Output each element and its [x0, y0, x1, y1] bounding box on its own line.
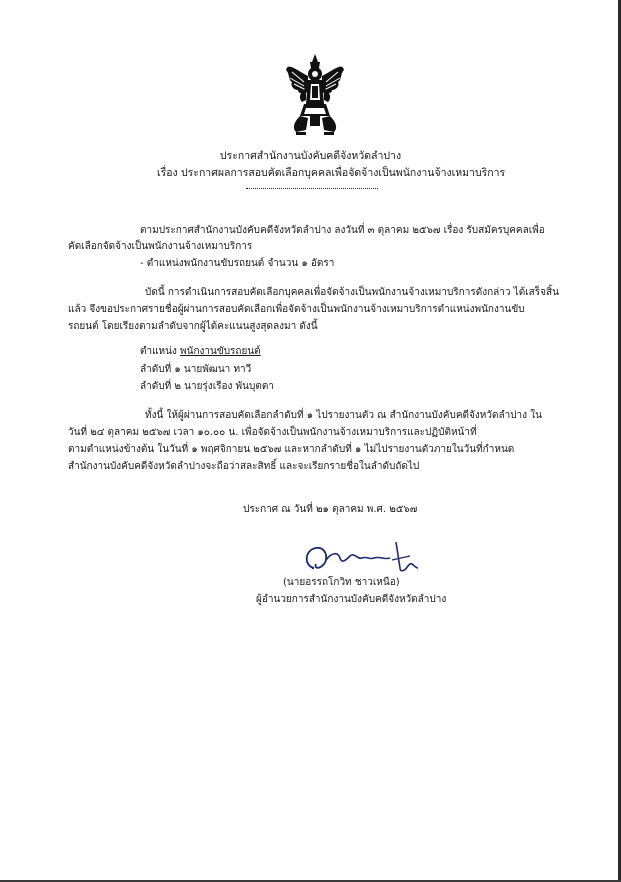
position-name: พนักงานขับรถยนต์ — [180, 346, 261, 357]
document-title: ประกาศสำนักงานบังคับคดีจังหวัดลำปาง — [219, 150, 402, 162]
paragraph-1-line-2: คัดเลือกจัดจ้างเป็นพนักงานจ้างเหมาบริการ — [68, 241, 253, 252]
paragraph-2-line-1: บัดนี้ การดำเนินการสอบคัดเลือกบุคคลเพื่อจัดจ้างเป็นพนักงานจ้างเหมาบริการดังกล่าว ได้เสร็จสิ้น — [145, 287, 559, 298]
paragraph-2-line-3: รถยนต์ โดยเรียงตามลำดับจากผู้ได้คะแนนสูงสุดลงมา ดังนี้ — [68, 321, 318, 332]
position-heading — [140, 345, 261, 358]
document-subject: เรื่อง ประกาศผลการสอบคัดเลือกบุคคลเพื่อจัดจ้างเป็นพนักงานจ้างเหมาบริการ — [157, 167, 506, 179]
paragraph-2-line-2: แล้ว จึงขอประกาศรายชื่อผู้ผ่านการสอบคัดเลือกเพื่อจัดจ้างเป็นพนักงานจ้างเหมาบริการตำแหน่งพนักงานขับ — [68, 304, 525, 315]
paragraph-1-line-3: - ตำแหน่งพนักงานขับรถยนต์ จำนวน ๑ อัตรา — [140, 258, 335, 269]
announcement-date: ประกาศ ณ วันที่ ๒๑ ตุลาคม พ.ศ. ๒๕๖๗ — [243, 504, 418, 515]
dotted-divider — [246, 188, 378, 189]
candidate-2: ลำดับที่ ๒ นายรุ่งเรือง พันบุตตา — [140, 381, 274, 392]
garuda-emblem-icon — [282, 52, 348, 136]
signer-name: (นายอรรถโกวิท ชาวเหนือ) — [283, 577, 400, 588]
position-prefix: ตำแหน่ง — [140, 346, 181, 357]
paragraph-3-line-2: วันที่ ๒๔ ตุลาคม ๒๕๖๗ เวลา ๑๐.๐๐ น. เพื่อจัดจ้างเป็นพนักงานจ้างเหมาบริการและปฏิบัติหน้าที่ — [68, 427, 477, 438]
paragraph-3-line-4: สำนักงานบังคับคดีจังหวัดลำปางจะถือว่าสละสิทธิ์ และจะเรียกรายชื่อในลำดับถัดไป — [68, 461, 420, 472]
paragraph-3-line-1: ทั้งนี้ ให้ผู้ผ่านการสอบคัดเลือกลำดับที่ ๑ ไปรายงานตัว ณ สำนักงานบังคับคดีจังหวัดลำปาง ใน — [145, 410, 542, 421]
paragraph-3-line-3: ตามตำแหน่งข้างต้น ในวันที่ ๑ พฤศจิกายน ๒๕๖๗ และหากลำดับที่ ๑ ไม่ไปรายงานตัวภายในวันที่กำหนด — [68, 444, 515, 455]
signer-title: ผู้อำนวยการสำนักงานบังคับคดีจังหวัดลำปาง — [256, 594, 447, 605]
paragraph-1-line-1: ตามประกาศสำนักงานบังคับคดีจังหวัดลำปาง ลงวันที่ ๓ ตุลาคม ๒๕๖๗ เรื่อง รับสมัครบุคคลเพื่อ — [140, 225, 545, 236]
candidate-1: ลำดับที่ ๑ นายพัฒนา ทาวี — [140, 364, 252, 375]
signature-icon — [300, 538, 430, 578]
